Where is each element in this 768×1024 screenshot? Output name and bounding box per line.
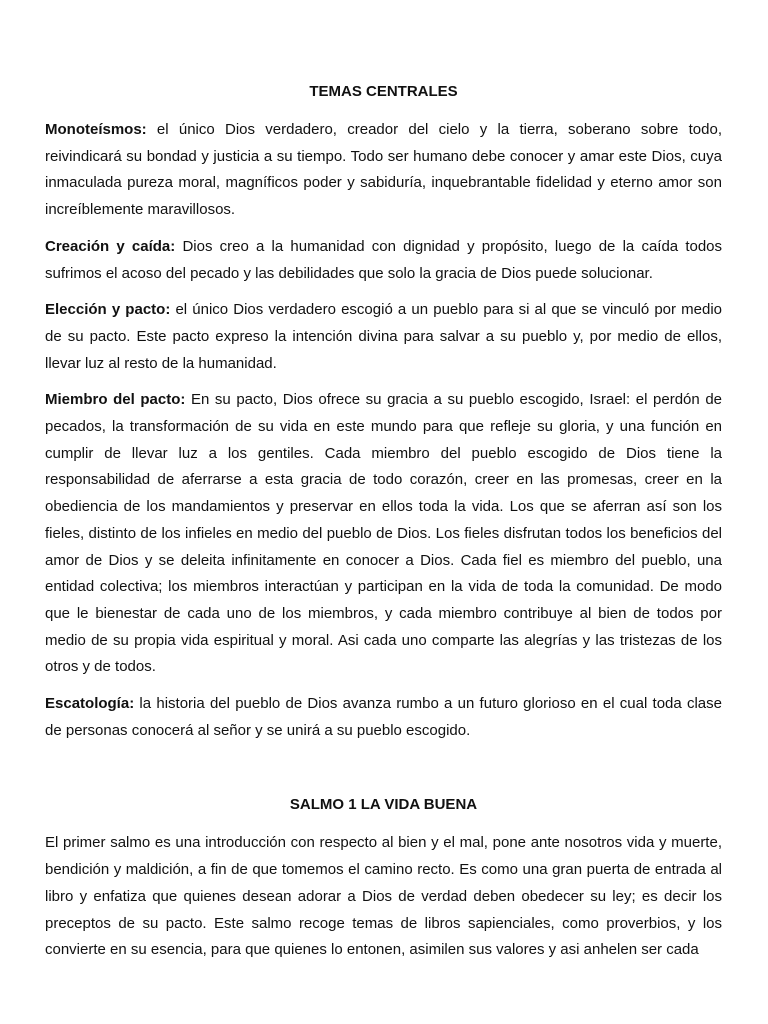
text-escatologia: la historia del pueblo de Dios avanza rumbo a un futuro glorioso en el cual toda clase de personas conocerá al señor y se unirá a su pueblo escogido. <box>45 695 722 739</box>
text-eleccion-y-pacto: el único Dios verdadero escogió a un pueblo para si al que se vinculó por medio de su pacto. Este pacto expreso la intención divina para salvar a su pueblo y, por medio de ellos, llevar luz al resto de la humanidad. <box>45 301 722 372</box>
paragraph-escatologia <box>45 691 722 744</box>
section-heading-salmo-1: SALMO 1 LA VIDA BUENA <box>289 796 478 814</box>
paragraph-monoteismos <box>45 117 722 224</box>
paragraph-miembro-del-pacto <box>45 387 722 681</box>
paragraph-creacion-y-caida <box>45 234 722 287</box>
paragraph-eleccion-y-pacto <box>45 297 722 377</box>
text-creacion-y-caida: Dios creo a la humanidad con dignidad y propósito, luego de la caída todos sufrimos el acoso del pecado y las debilidades que solo la gracia de Dios puede solucionar. <box>45 237 723 282</box>
text-miembro-del-pacto: En su pacto, Dios ofrece su gracia a su pueblo escogido, Israel: el perdón de pecados, la transformación de su vida en este mundo para que refleje su gloria, y una función en cumplir de llevar luz a los gentiles. Cada miembro del pueblo escogido de Dios tiene la responsabilidad de aferrarse a esta gracia de todo corazón, creer en las promesas, creer en la obediencia de los mandamientos y preservar en ellos toda la vida. Los que se aferran así son los fieles, distinto de los infieles en medio del pueblo de Dios. Los fieles disfrutan todos los beneficios del amor de Dios y se deleita infinitamente en conocer a Dios. Cada fiel es miembro del pueblo, una entidad colectiva; los miembros interactúan y participan en la vida de toda la comunidad. De modo que le bienestar de cada uno de los miembros, y cada miembro contribuye al bien de todos por medio de su propia vida espiritual y moral. Asi cada uno comparte las alegrías y las tristezas de los otros y de todos. <box>45 391 722 676</box>
term-eleccion-y-pacto: Elección y pacto: <box>45 301 171 319</box>
text-monoteismos: el único Dios verdadero, creador del cielo y la tierra, soberano sobre todo, reivindicará su bondad y justicia a su tiempo. Todo ser humano debe conocer y amar este Dios, cuya inmaculada pureza moral, magníficos poder y sabiduría, inquebrantable fidelidad y eterno amor son increíblemente maravillosos. <box>45 121 722 219</box>
term-miembro-del-pacto: Miembro del pacto: <box>45 391 186 409</box>
paragraph-salmo-1: El primer salmo es una introducción con respecto al bien y el mal, pone ante nosotros vida y muerte, bendición y maldición, a fin de que tomemos el camino recto. Es como una gran puerta de entrada al libro y enfatiza que quienes desean adorar a Dios de verdad deben obedecer su ley; es decir los preceptos de su pacto. Este salmo recoge temas de libros sapienciales, como proverbios, y los convierte en su esencia, para que quienes lo entonen, asimilen sus valores y asi anhelen ser cada <box>45 834 722 959</box>
term-monoteismos: Monoteísmos: <box>45 121 147 138</box>
section-heading-temas-centrales: TEMAS CENTRALES <box>309 83 458 100</box>
term-escatologia: Escatología: <box>45 695 135 713</box>
term-creacion-y-caida: Creación y caída: <box>45 237 176 255</box>
